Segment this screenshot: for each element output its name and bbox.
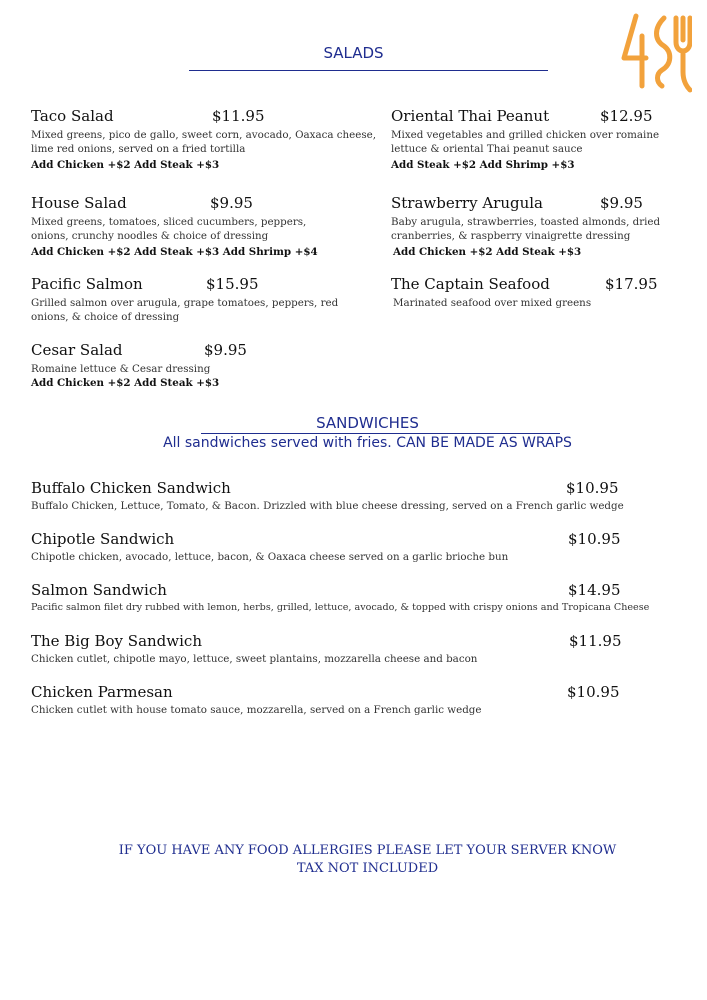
item-price: $9.95: [204, 341, 247, 359]
item-description: Buffalo Chicken, Lettuce, Tomato, & Bacon. Drizzled with blue cheese dressing, served on a French garlic wedge: [31, 500, 624, 512]
item-name: Cesar Salad: [31, 341, 123, 359]
item-description: Chipotle chicken, avocado, lettuce, bacon, & Oaxaca cheese served on a garlic brioche bun: [31, 551, 509, 563]
tax-notice: TAX NOT INCLUDED: [296, 861, 439, 876]
item-addons: Add Chicken +$2 Add Steak +$3: [31, 159, 220, 171]
item-price: $17.95: [605, 275, 658, 293]
item-price: $11.95: [569, 632, 622, 650]
item-description: Romaine lettuce & Cesar dressing: [31, 363, 211, 375]
item-price: $15.95: [206, 275, 259, 293]
item-price: $10.95: [567, 683, 620, 701]
sandwiches-title: SANDWICHES: [316, 414, 419, 432]
item-name: Oriental Thai Peanut: [391, 107, 550, 125]
item-addons: Add Chicken +$2 Add Steak +$3: [31, 377, 220, 389]
item-price: $10.95: [566, 479, 619, 497]
sandwiches-note: All sandwiches served with fries. CAN BE MADE AS WRAPS: [163, 435, 572, 451]
item-name: The Captain Seafood: [391, 275, 550, 293]
item-name: Chicken Parmesan: [31, 683, 173, 701]
item-price: $9.95: [210, 194, 253, 212]
item-price: $10.95: [568, 530, 621, 548]
item-name: Salmon Sandwich: [31, 581, 167, 599]
item-price: $9.95: [600, 194, 643, 212]
item-name: Chipotle Sandwich: [31, 530, 175, 548]
item-description: Chicken cutlet with house tomato sauce, mozzarella, served on a French garlic wedge: [31, 704, 482, 716]
item-addons: Add Chicken +$2 Add Steak +$3 Add Shrimp +$4: [31, 246, 318, 258]
allergy-notice: IF YOU HAVE ANY FOOD ALLERGIES PLEASE LET YOUR SERVER KNOW: [118, 843, 617, 858]
item-price: $12.95: [600, 107, 653, 125]
item-name: Buffalo Chicken Sandwich: [31, 479, 231, 497]
salads-title: SALADS: [323, 44, 384, 62]
item-description: Mixed vegetables and grilled chicken over romaine lettuce & oriental Thai peanut sauce: [391, 129, 660, 155]
item-description: Baby arugula, strawberries, toasted almonds, dried cranberries, & raspberry vinaigrette dressing: [391, 216, 661, 242]
sandwiches-divider: [201, 433, 560, 434]
item-description: Grilled salmon over arugula, grape tomatoes, peppers, red onions, & choice of dressing: [31, 297, 339, 323]
item-addons: Add Chicken +$2 Add Steak +$3: [393, 246, 582, 258]
item-name: Pacific Salmon: [31, 275, 143, 293]
item-name: House Salad: [31, 194, 127, 212]
item-price: $14.95: [568, 581, 621, 599]
item-description: Marinated seafood over mixed greens: [393, 297, 592, 309]
item-name: Strawberry Arugula: [391, 194, 543, 212]
item-description: Mixed greens, tomatoes, sliced cucumbers, peppers, onions, crunchy noodles & choice of dressing: [31, 216, 307, 242]
salads-divider: [189, 70, 548, 71]
item-addons: Add Steak +$2 Add Shrimp +$3: [391, 159, 575, 171]
item-description: Chicken cutlet, chipotle mayo, lettuce, sweet plantains, mozzarella cheese and bacon: [31, 653, 478, 665]
item-price: $11.95: [212, 107, 265, 125]
item-description: Pacific salmon filet dry rubbed with lemon, herbs, grilled, lettuce, avocado, & topped with crispy onions and Tropicana Cheese: [31, 602, 650, 613]
item-name: The Big Boy Sandwich: [31, 632, 202, 650]
item-description: Mixed greens, pico de gallo, sweet corn, avocado, Oaxaca cheese, lime red onions, served on a fried tortilla: [31, 129, 377, 155]
item-name: Taco Salad: [31, 107, 114, 125]
